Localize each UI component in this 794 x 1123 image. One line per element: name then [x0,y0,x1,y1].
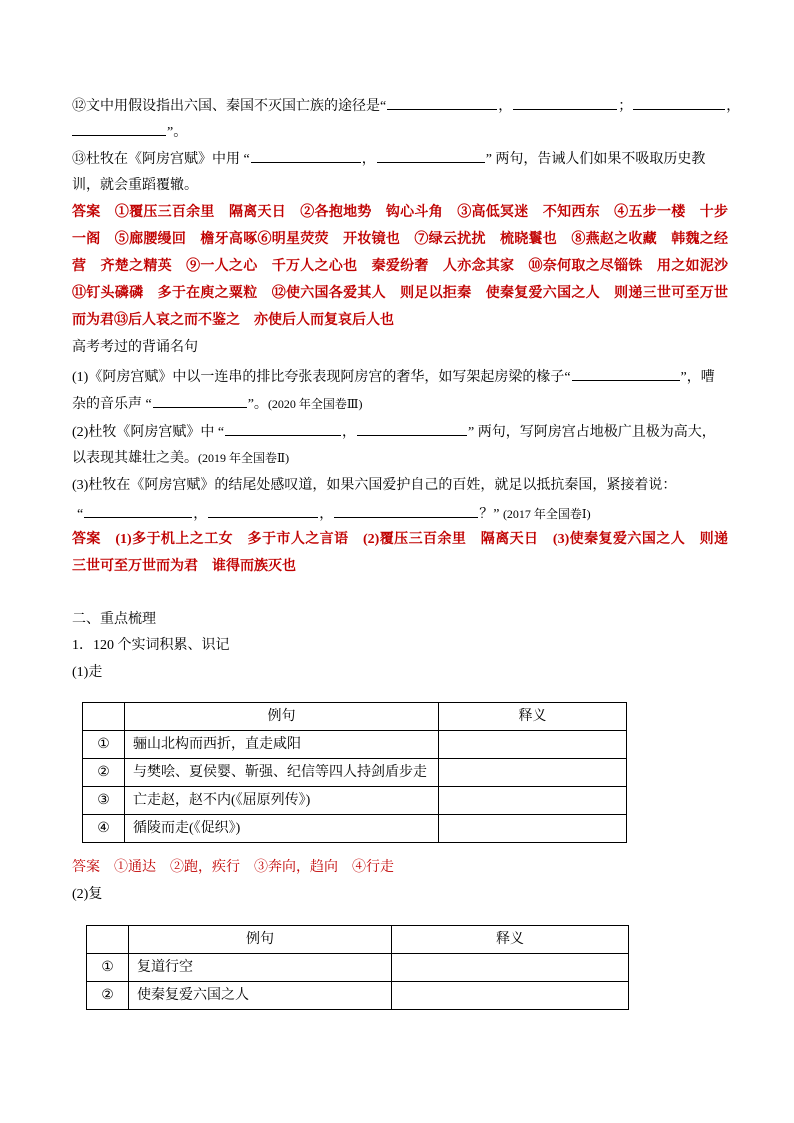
row-number: ② [87,982,129,1010]
gaokao-q2-prefix: (2)杜牧《阿房宫赋》中 “ [72,425,225,440]
word-table-zou [82,702,627,843]
answer-1-line-1 [72,203,728,223]
gaokao-q2-line-2 [72,448,289,469]
gaokao-q3-line-1: (3)杜牧在《阿房宫赋》的结尾处感叹道，如果六国爱护自己的百姓，就足以抵抗秦国，紧接着说： [72,478,677,493]
example-sentence: 骊山北构而西折，直走咸阳 [125,731,439,759]
section-heading: 二、重点梳理 [72,612,156,627]
answer-label: 答案 [72,860,100,875]
gaokao-q1-prefix: (1)《阿房宫赋》中以一连串的排比夸张表现阿房宫的奢华，如写架起房梁的椽子“ [72,370,571,385]
punctuation: ”。 [167,125,188,140]
fill-blank [572,366,680,381]
gaokao-q3-line-2 [72,503,591,525]
gaokao-q1-line-2 [72,393,363,415]
table-row [83,731,627,759]
question-12-prefix: ⑫文中用假设指出六国、秦国不灭国亡族的途径是“ [72,99,387,114]
gaokao-answer-line-2: 三世可至万世而为君 谁得而族灭也 [72,559,296,574]
punctuation: ， [361,152,376,167]
row-number: ② [83,759,125,787]
answer-label: 答案 [72,205,101,220]
table-row [87,954,629,982]
word-answer-zou [72,858,394,878]
fill-blank [84,503,192,518]
example-sentence: 使秦复爱六国之人 [129,982,392,1010]
punctuation: “ [77,507,84,522]
exam-source: (2017 年全国卷Ⅰ) [502,507,591,521]
answer-text: (1)多于机上之工女 多于市人之言语 (2)覆压三百余里 隔离天日 (3)使秦复爱六国之人 则递 [115,532,729,547]
gaokao-q1-line2-prefix: 杂的音乐声 “ [72,397,152,412]
table-header-sentence: 例句 [129,926,392,954]
question-13-suffix: ” 两句，告诫人们如果不吸取历史教 [485,152,706,167]
fill-blank [72,121,166,136]
table-header-meaning: 释义 [439,703,627,731]
fill-blank [357,421,467,436]
gaokao-q2-line-1 [72,421,716,443]
meaning-cell [392,982,629,1010]
table-header-number [83,703,125,731]
row-number: ① [87,954,129,982]
example-sentence: 复道行空 [129,954,392,982]
table-row [83,815,627,843]
fill-blank [251,148,361,163]
meaning-cell [439,815,627,843]
gaokao-q1-line-1 [72,366,715,388]
exam-source: (2020 年全国卷Ⅲ) [267,397,363,411]
punctuation: ， [498,99,513,114]
gaokao-q1-mid: ”，嘈 [680,370,715,385]
question-12-line-2 [72,121,187,143]
punctuation: ？” [479,507,500,522]
punctuation: ”。 [247,397,268,412]
row-number: ④ [83,815,125,843]
question-13-line-1 [72,148,705,170]
answer-text: ①通达 ②跑，疾行 ③奔向，趋向 ④行走 [114,860,394,875]
punctuation: ， [726,99,741,114]
example-sentence: 亡走赵，赵不内(《屈原列传》) [125,787,439,815]
question-13-prefix: ⑬杜牧在《阿房宫赋》中用 “ [72,152,250,167]
fill-blank [513,95,617,110]
punctuation: ， [342,425,357,440]
punctuation: ； [618,99,633,114]
table-row [87,982,629,1010]
fill-blank [377,148,485,163]
exam-source: (2019 年全国卷Ⅱ) [198,451,290,465]
answer-text: ①覆压三百余里 隔离天日 ②各抱地势 钩心斗角 ③高低冥迷 不知西东 ④五步一楼 十步 [114,205,729,220]
gaokao-heading: 高考考过的背诵名句 [72,340,198,355]
meaning-cell [392,954,629,982]
example-sentence: 循陵而走(《促织》) [125,815,439,843]
table-header-meaning: 释义 [392,926,629,954]
example-sentence: 与樊哙、夏侯婴、靳强、纪信等四人持剑盾步走 [125,759,439,787]
word-title-zou: (1)走 [72,665,103,680]
table-row [83,759,627,787]
answer-1-line-3: 营 齐楚之精英 ⑨一人之心 千万人之心也 秦爱纷奢 人亦念其家 ⑩奈何取之尽锱铢 用之如泥沙 [72,259,728,274]
gaokao-q2-suffix: ” 两句，写阿房宫占地极广且极为高大， [468,425,716,440]
fill-blank [334,503,478,518]
answer-1-line-4: ⑪钉头磷磷 多于在庾之粟粒 ⑫使六国各爱其人 则足以拒秦 使秦复爱六国之人 则递三世可至万世 [72,286,728,301]
table-row [83,787,627,815]
table-header-row [83,703,627,731]
punctuation: ， [193,507,208,522]
gaokao-answer-line-1 [72,530,728,550]
punctuation: ， [319,507,334,522]
table-header-sentence: 例句 [125,703,439,731]
meaning-cell [439,787,627,815]
word-title-fu: (2)复 [72,887,103,902]
question-12-line-1 [72,95,740,117]
section-subheading: 1．120 个实词积累、识记 [72,638,230,653]
answer-label: 答案 [72,532,101,547]
row-number: ③ [83,787,125,815]
row-number: ① [83,731,125,759]
fill-blank [633,95,725,110]
meaning-cell [439,731,627,759]
fill-blank [225,421,341,436]
table-header-number [87,926,129,954]
fill-blank [387,95,497,110]
table-header-row [87,926,629,954]
word-table-fu [86,925,629,1010]
fill-blank [208,503,318,518]
answer-1-line-5: 而为君⑬后人哀之而不鉴之 亦使后人而复哀后人也 [72,313,394,328]
answer-1-line-2: 一阁 ⑤廊腰缦回 檐牙高啄⑥明星荧荧 开妆镜也 ⑦绿云扰扰 梳晓鬟也 ⑧燕赵之收藏 韩魏之经 [72,232,728,247]
fill-blank [153,393,247,408]
gaokao-q2-line2: 以表现其雄壮之美。 [72,451,198,466]
meaning-cell [439,759,627,787]
question-13-line-2: 训，就会重蹈覆辙。 [72,178,198,193]
